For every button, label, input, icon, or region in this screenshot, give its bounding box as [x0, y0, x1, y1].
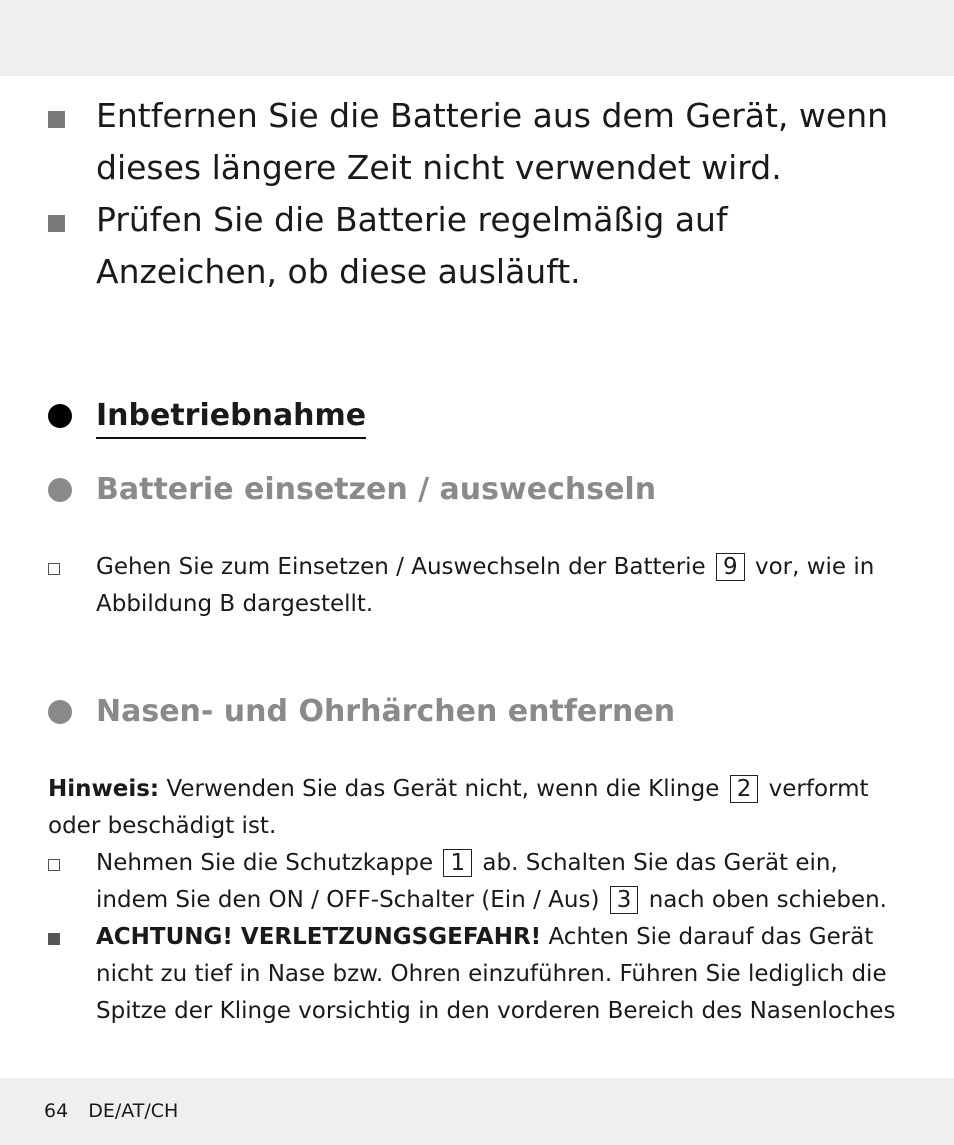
warning-text: Entfernen Sie die Batterie aus dem Gerät, wenn dieses längere Zeit nicht verwendet wird. [96, 96, 889, 187]
reference-number: 1 [443, 849, 472, 877]
square-bullet-icon [48, 215, 65, 232]
note-label: Hinweis: [48, 776, 160, 802]
page-footer [44, 1100, 198, 1122]
square-bullet-icon [48, 111, 65, 128]
grey-dot-icon [48, 700, 72, 724]
locale-label: DE/AT/CH [88, 1100, 179, 1122]
checkbox-icon [48, 859, 60, 871]
reference-number: 2 [730, 775, 759, 803]
subsection-title: Batterie einsetzen / auswechseln [96, 472, 657, 507]
square-bullet-icon [48, 933, 60, 945]
step-text: Nehmen Sie die Schutzkappe 1 ab. Schalten Sie das Gerät ein, indem Sie den ON / OFF-Schalter (Ein / Aus) 3 nach oben schieben. [96, 850, 887, 913]
section-title: Inbetriebnahme [96, 396, 366, 439]
page-number: 64 [44, 1100, 69, 1122]
black-dot-icon [48, 404, 72, 428]
top-band [0, 0, 954, 76]
checkbox-icon [48, 563, 60, 575]
note-text: Hinweis: Verwenden Sie das Gerät nicht, wenn die Klinge 2 verformt oder beschädigt ist. [48, 776, 869, 839]
grey-dot-icon [48, 478, 72, 502]
caution-text: ACHTUNG! VERLETZUNGSGEFAHR! Achten Sie darauf das Gerät nicht zu tief in Nase bzw. Ohren einzuführen. Führen Sie lediglich die Spitze der Klinge vorsichtig in den vorderen Bereich des Nasenloches [96, 924, 896, 1024]
reference-number: 3 [610, 886, 639, 914]
step-text: Gehen Sie zum Einsetzen / Auswechseln der Batterie 9 vor, wie in Abbildung B dargestellt. [96, 554, 875, 617]
subsection-title: Nasen- und Ohrhärchen entfernen [96, 694, 676, 729]
caution-label: ACHTUNG! VERLETZUNGSGEFAHR! [96, 924, 542, 950]
reference-number: 9 [716, 553, 745, 581]
warning-text: Prüfen Sie die Batterie regelmäßig auf Anzeichen, ob diese ausläuft. [96, 200, 728, 291]
